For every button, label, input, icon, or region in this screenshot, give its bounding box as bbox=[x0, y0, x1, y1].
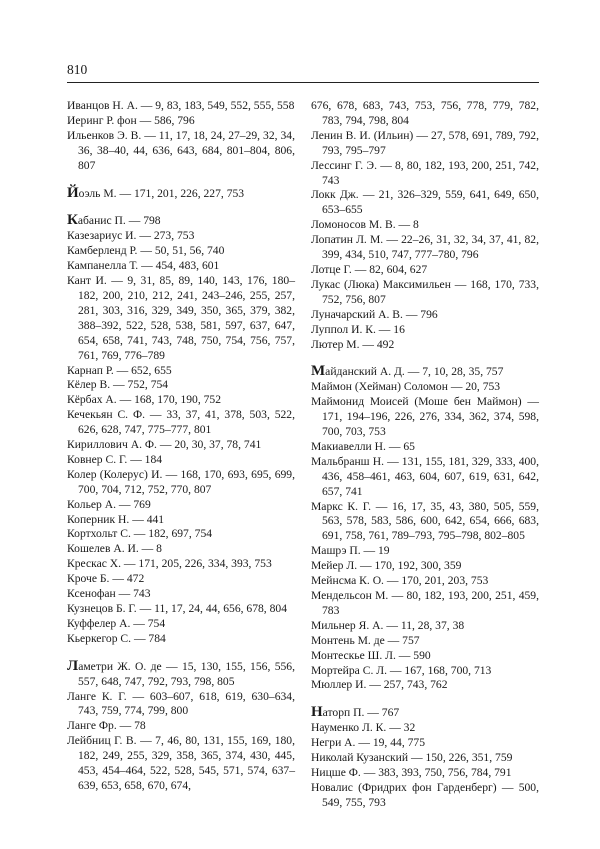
index-entry bbox=[67, 542, 295, 557]
index-entry-text: Негри А. — 19, 44, 775 bbox=[311, 736, 426, 750]
index-entry-text: Монтескье Ш. Л. — 590 bbox=[311, 648, 431, 662]
letter-group-gap bbox=[67, 201, 295, 213]
index-entry-text: Кёлер В. — 752, 754 bbox=[67, 378, 169, 392]
index-entry bbox=[67, 690, 295, 720]
index-entry-text: Локк Дж. — 21, 326–329, 559, 641, 649, 650, 653–655 bbox=[311, 188, 539, 217]
index-entry bbox=[67, 186, 295, 202]
index-column-right bbox=[311, 99, 539, 811]
index-entry bbox=[311, 308, 539, 323]
index-entry-text: Колер (Колерус) И. — 168, 170, 693, 695, 699, 700, 704, 712, 752, 770, 807 bbox=[67, 467, 295, 496]
index-entry-text: Кампанелла Т. — 454, 483, 601 bbox=[67, 259, 220, 273]
letter-group-gap bbox=[311, 352, 539, 364]
index-entry bbox=[67, 557, 295, 572]
index-entry-text: Лессинг Г. Э. — 8, 80, 182, 193, 200, 251, 742, 743 bbox=[311, 158, 539, 187]
index-entry bbox=[67, 364, 295, 379]
index-entry-text: Иеринг Р. фон — 586, 796 bbox=[67, 113, 195, 127]
index-entry-text: Кёрбах А. — 168, 170, 190, 752 bbox=[67, 393, 222, 407]
index-entry bbox=[67, 244, 295, 259]
index-entry bbox=[67, 719, 295, 734]
index-entry-text: 676, 678, 683, 743, 753, 756, 778, 779, 782, 783, 794, 798, 804 bbox=[311, 99, 539, 127]
index-entry bbox=[311, 440, 539, 455]
index-entry-text: аторп П. — 767 bbox=[322, 706, 400, 720]
index-entry bbox=[311, 323, 539, 338]
index-entry-text: Лютер М. — 492 bbox=[311, 337, 395, 351]
index-entry bbox=[67, 468, 295, 498]
index-entry-text: Камберленд Р. — 50, 51, 56, 740 bbox=[67, 244, 225, 258]
letter-initial: Л bbox=[67, 657, 79, 674]
index-entry bbox=[311, 766, 539, 781]
index-entry bbox=[311, 559, 539, 574]
index-entry bbox=[311, 278, 539, 308]
letter-group-gap bbox=[311, 693, 539, 705]
index-entry-text: Карнап Р. — 652, 655 bbox=[67, 363, 172, 377]
index-entry-text: Ленин В. И. (Ильин) — 27, 578, 691, 789, 792, 793, 795–797 bbox=[311, 128, 539, 157]
index-entry-text: Макиавелли Н. — 65 bbox=[311, 439, 415, 453]
index-entry bbox=[67, 498, 295, 513]
index-entry-text: Кант И. — 9, 31, 85, 89, 140, 143, 176, 180–182, 200, 210, 212, 241, 243–246, 255, 257, 281, 303, 316, 329, 349, 350, 365, 379, 382, 388–392, 522, 528, 538, 581, 597, 637, 647, 654, 658, 741, 743, 748, 750, 754, 756, 757, 761, 769, 776–789 bbox=[67, 274, 295, 362]
index-entry-text: Луначарский А. В. — 796 bbox=[311, 307, 438, 321]
index-column-left bbox=[67, 99, 295, 794]
index-entry bbox=[311, 544, 539, 559]
index-entry bbox=[67, 229, 295, 244]
index-entry bbox=[311, 218, 539, 233]
index-entry bbox=[67, 393, 295, 408]
index-entry-text: Лопатин Л. М. — 22–26, 31, 32, 34, 37, 41, 82, 399, 434, 510, 747, 777–780, 796 bbox=[311, 233, 539, 262]
index-entry bbox=[311, 589, 539, 619]
index-entry-text: Кузнецов Б. Г. — 11, 17, 24, 44, 656, 678, 804 bbox=[67, 602, 287, 615]
index-entry bbox=[67, 734, 295, 794]
index-entry bbox=[311, 736, 539, 751]
index-entry bbox=[311, 159, 539, 189]
index-entry-text: Маймонид Моисей (Моше бен Маймон) — 171, 194–196, 226, 276, 334, 362, 374, 598, 700, 703, 753 bbox=[311, 395, 539, 439]
index-entry bbox=[67, 632, 295, 647]
index-entry-text: Мейнсма К. О. — 170, 201, 203, 753 bbox=[311, 574, 489, 588]
index-entry bbox=[67, 587, 295, 602]
page-number: 810 bbox=[67, 62, 88, 77]
index-entry bbox=[311, 395, 539, 440]
letter-group-gap bbox=[67, 647, 295, 659]
letter-initial: Й bbox=[67, 184, 79, 201]
index-entry-text: Мюллер И. — 257, 743, 762 bbox=[311, 678, 448, 692]
index-entry-text: Мильнер Я. А. — 11, 28, 37, 38 bbox=[311, 618, 465, 632]
index-entry bbox=[67, 572, 295, 587]
index-entry bbox=[311, 781, 539, 811]
index-entry-text: Ломоносов М. В. — 8 bbox=[311, 218, 419, 232]
index-entry bbox=[311, 678, 539, 693]
index-entry bbox=[311, 649, 539, 664]
letter-initial: М bbox=[311, 363, 326, 380]
index-entry-text: Иванцов Н. А. — 9, 83, 183, 549, 552, 555, 558 bbox=[67, 99, 295, 112]
index-entry bbox=[311, 574, 539, 589]
index-entry bbox=[311, 129, 539, 159]
index-entry bbox=[311, 233, 539, 263]
index-entry bbox=[67, 438, 295, 453]
index-entry-text: Лейбниц Г. В. — 7, 46, 80, 131, 155, 169, 180, 182, 249, 255, 329, 358, 365, 374, 430, 445, 453, 454–464, 522, 528, 545, 571, 574, 637–639, 653, 658, 670, 674, bbox=[67, 734, 295, 792]
index-entry bbox=[311, 263, 539, 278]
index-entry bbox=[67, 114, 295, 129]
index-entry bbox=[311, 364, 539, 380]
index-entry bbox=[67, 659, 295, 690]
index-entry bbox=[67, 453, 295, 468]
index-entry-text: Ланге Фр. — 78 bbox=[67, 719, 146, 733]
letter-initial: Н bbox=[311, 704, 323, 721]
index-entry-text: Науменко Л. К. — 32 bbox=[311, 721, 416, 735]
index-entry-text: Лотце Г. — 82, 604, 627 bbox=[311, 262, 428, 276]
index-entry bbox=[67, 602, 295, 617]
index-entry bbox=[67, 617, 295, 632]
index-entry-text: Мейер Л. — 170, 192, 300, 359 bbox=[311, 559, 462, 573]
index-entry-text: абанис П. — 798 bbox=[77, 214, 161, 228]
index-entry-text: Мортейра С. Л. — 167, 168, 700, 713 bbox=[311, 663, 492, 677]
index-entry-text: айданский А. Д. — 7, 10, 28, 35, 757 bbox=[325, 365, 504, 379]
index-entry-text: Маймон (Хейман) Соломон — 20, 753 bbox=[311, 380, 501, 394]
index-entry bbox=[311, 751, 539, 766]
index-entry-text: Машрэ П. — 19 bbox=[311, 544, 390, 558]
index-entry-text: Ильенков Э. В. — 11, 17, 18, 24, 27–29, 32, 34, 36, 38–40, 44, 636, 643, 684, 801–804, 806, 807 bbox=[67, 128, 295, 172]
index-entry-text: Крескас Х. — 171, 205, 226, 334, 393, 753 bbox=[67, 557, 272, 571]
index-entry-text: Мальбранш Н. — 131, 155, 181, 329, 333, 400, 436, 458–461, 463, 604, 607, 619, 631, 642, 657, 741 bbox=[311, 454, 539, 498]
index-entry-text: Лукас (Люка) Максимильен — 168, 170, 733, 752, 756, 807 bbox=[311, 277, 539, 306]
index-entry bbox=[311, 188, 539, 218]
index-entry-text: Кортхольт С. — 182, 697, 754 bbox=[67, 527, 213, 541]
index-entry-text: Кьеркегор С. — 784 bbox=[67, 631, 166, 645]
index-entry bbox=[311, 721, 539, 736]
index-entry-text: Новалис (Фридрих фон Гарденберг) — 500, 549, 755, 793 bbox=[311, 780, 539, 809]
index-entry-text: Маркс К. Г. — 16, 17, 35, 43, 380, 505, 559, 563, 578, 583, 586, 600, 642, 654, 666, 683, 691, 758, 761, 789–793, 795–798, 802–805 bbox=[311, 499, 539, 543]
index-entry-text: Ксенофан — 743 bbox=[67, 587, 151, 601]
index-entry bbox=[67, 378, 295, 393]
header-rule bbox=[67, 82, 539, 83]
index-entry-continuation bbox=[311, 99, 539, 129]
index-entry bbox=[311, 455, 539, 500]
index-entry bbox=[311, 619, 539, 634]
index-entry bbox=[67, 99, 295, 114]
index-entry-text: Казезариус И. — 273, 753 bbox=[67, 229, 195, 243]
index-entry-text: оэль М. — 171, 201, 226, 227, 753 bbox=[78, 186, 245, 200]
index-entry bbox=[311, 664, 539, 679]
index-entry bbox=[311, 705, 539, 721]
index-entry-text: Кириллович А. Ф. — 20, 30, 37, 78, 741 bbox=[67, 438, 262, 452]
index-entry-text: Кечекьян С. Ф. — 33, 37, 41, 378, 503, 522, 626, 628, 747, 775–777, 801 bbox=[67, 408, 295, 437]
letter-group-gap bbox=[67, 174, 295, 186]
index-entry bbox=[67, 259, 295, 274]
index-entry-text: Кроче Б. — 472 bbox=[67, 572, 145, 586]
letter-initial: К bbox=[67, 212, 78, 229]
index-entry-text: Луппол И. К. — 16 bbox=[311, 322, 405, 336]
index-entry bbox=[67, 274, 295, 363]
index-entry-text: Кольер А. — 769 bbox=[67, 497, 151, 511]
index-entry bbox=[67, 408, 295, 438]
index-entry-text: Ницше Ф. — 383, 393, 750, 756, 784, 791 bbox=[311, 765, 512, 779]
index-entry bbox=[67, 213, 295, 229]
index-entry-text: Николай Кузанский — 150, 226, 351, 759 bbox=[311, 751, 513, 765]
index-entry-text: Куффелер А. — 754 bbox=[67, 616, 166, 630]
index-entry-text: Мендельсон М. — 80, 182, 193, 200, 251, 459, 783 bbox=[311, 589, 539, 617]
index-entry bbox=[67, 129, 295, 174]
index-entry bbox=[311, 500, 539, 545]
index-entry-text: Коперник Н. — 441 bbox=[67, 512, 165, 526]
index-entry bbox=[311, 634, 539, 649]
index-entry bbox=[311, 338, 539, 353]
index-entry bbox=[311, 380, 539, 395]
index-entry-text: Монтень М. де — 757 bbox=[311, 633, 420, 647]
index-entry-text: Ковнер С. Г. — 184 bbox=[67, 452, 163, 466]
index-entry bbox=[67, 527, 295, 542]
index-entry bbox=[67, 513, 295, 528]
index-entry-text: Ланге К. Г. — 603–607, 618, 619, 630–634, 743, 759, 774, 799, 800 bbox=[67, 689, 295, 718]
index-entry-text: аметри Ж. О. де — 15, 130, 155, 156, 556, 557, 648, 747, 792, 793, 798, 805 bbox=[78, 659, 295, 688]
index-entry-text: Кошелев А. И. — 8 bbox=[67, 542, 162, 556]
